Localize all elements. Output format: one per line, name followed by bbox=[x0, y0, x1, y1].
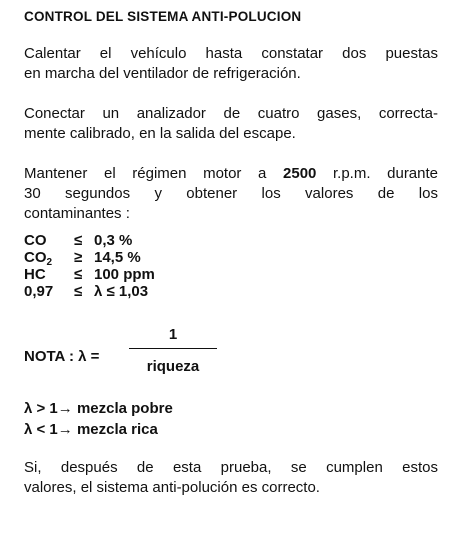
rpm-value: 2500 bbox=[283, 165, 317, 182]
paragraph-conclusion bbox=[24, 458, 438, 498]
pollutant-limits-table bbox=[24, 232, 438, 300]
paragraph-line: 30 segundos y obtener los valores de los bbox=[24, 185, 438, 202]
paragraph-line: Si, después de esta prueba, se cumplen estos bbox=[24, 459, 438, 476]
paragraph-line: en marcha del ventilador de refrigeración. bbox=[24, 65, 301, 82]
paragraph-line: Conectar un analizador de cuatro gases, correcta- bbox=[24, 105, 438, 122]
paragraph-line bbox=[24, 164, 438, 184]
rpm-text-pre: Mantener el régimen motor a bbox=[24, 165, 284, 182]
paragraph-analyzer bbox=[24, 104, 438, 144]
paragraph-warmup bbox=[24, 44, 438, 84]
fraction-bar bbox=[129, 348, 217, 349]
paragraph-line: valores, el sistema anti-polución es correcto. bbox=[24, 479, 320, 496]
lambda-fraction bbox=[129, 324, 217, 377]
limit-operator: ≤ bbox=[74, 232, 83, 249]
limit-operator: ≤ bbox=[74, 283, 83, 300]
limit-value: 14,5 % bbox=[94, 249, 141, 266]
limit-lambda-min: 0,97 bbox=[24, 283, 54, 300]
mixture-rich: λ < 1→ mezcla rica bbox=[24, 421, 158, 438]
lambda-note bbox=[24, 324, 438, 390]
limit-operator: ≤ bbox=[74, 266, 83, 283]
limit-value: 100 ppm bbox=[94, 266, 155, 283]
limit-symbol-co: CO bbox=[24, 232, 47, 249]
fraction-numerator: 1 bbox=[168, 326, 178, 343]
mixture-lean: λ > 1→ mezcla pobre bbox=[24, 400, 173, 417]
limit-symbol-hc: HC bbox=[24, 266, 46, 283]
subscript-2: 2 bbox=[46, 257, 53, 268]
document-page bbox=[24, 8, 438, 498]
fraction-denominator: riqueza bbox=[146, 358, 200, 375]
paragraph-line: mente calibrado, en la salida del escape. bbox=[24, 125, 296, 142]
paragraph-rpm bbox=[24, 164, 438, 224]
mixture-legend bbox=[24, 398, 438, 440]
paragraph-line: Calentar el vehículo hasta constatar dos puestas bbox=[24, 45, 438, 62]
paragraph-line: contaminantes : bbox=[24, 205, 130, 222]
limit-symbol-co2: $CO_2$ bbox=[24, 249, 53, 268]
limit-value: 0,3 % bbox=[94, 232, 133, 249]
rpm-text-post: r.p.m. durante bbox=[316, 165, 439, 182]
limit-operator: ≥ bbox=[74, 249, 83, 266]
note-label: NOTA : λ = bbox=[24, 348, 100, 365]
section-title: CONTROL DEL SISTEMA ANTI-POLUCION bbox=[24, 9, 302, 24]
limit-lambda-range: λ ≤ 1,03 bbox=[94, 283, 149, 300]
